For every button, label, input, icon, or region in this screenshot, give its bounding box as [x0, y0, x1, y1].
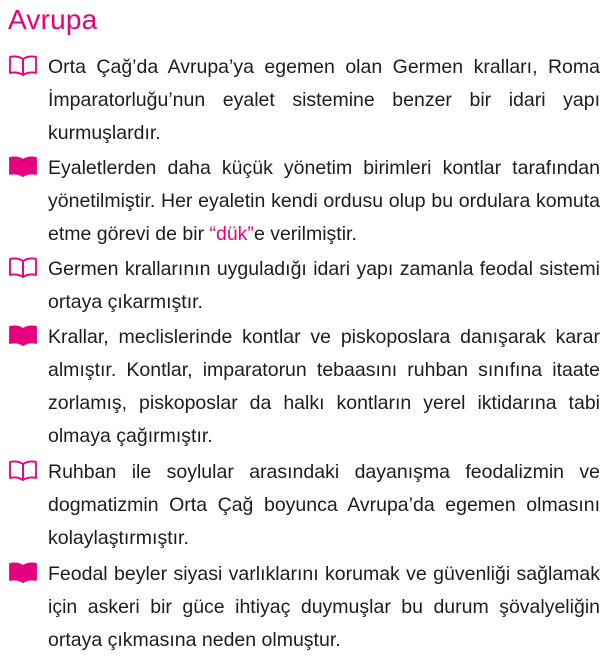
open-book-filled-icon — [8, 324, 38, 346]
list-item-text — [48, 456, 600, 555]
open-book-outline-icon — [8, 459, 38, 481]
open-book-outline-icon — [8, 54, 38, 76]
list-item-text — [48, 253, 600, 319]
text-run: Eyaletlerden daha küçük yönetim birimleri kontlar tarafından yönetilmiştir. Her eyaletin kendi ordusu olup bu ordulara komuta etme görevi de bir — [48, 157, 600, 245]
highlighted-term: “dük” — [209, 223, 254, 245]
text-run: e verilmiştir. — [253, 223, 357, 245]
text-run: Krallar, meclislerinde kontlar ve piskoposlara danışarak karar almıştır. Kontlar, imparatorun tebaasını ruhban sınıfına itaate zorlamış, piskoposlar da halkı kontların yerel iktidarına tabi olmaya çağırmıştır. — [48, 326, 600, 447]
open-book-outline-icon — [8, 256, 38, 278]
open-book-filled-icon — [8, 561, 38, 583]
text-run: Ruhban ile soylular arasındaki dayanışma feodalizmin ve dogmatizmin Orta Çağ boyunca Avrupa’da egemen olmasını kolaylaştırmıştır. — [48, 461, 600, 549]
list-item-text — [48, 152, 600, 251]
page-title: Avrupa — [8, 4, 98, 35]
list-item-text — [48, 558, 600, 657]
text-run: Orta Çağ’da Avrupa’ya egemen olan Germen kralları, Roma İmparatorluğu’nun eyalet sistemine benzer bir idari yapı kurmuşlardır. — [48, 56, 600, 144]
list-item-text — [48, 51, 600, 150]
text-run: Feodal beyler siyasi varlıklarını korumak ve güvenliği sağlamak için askeri bir güce ihtiyaç duymuşlar bu durum şövalyeliğin ortaya çıkmasına neden olmuştur. — [48, 563, 600, 651]
text-run: Germen krallarının uyguladığı idari yapı zamanla feodal sistemi ortaya çıkarmıştır. — [48, 258, 600, 313]
list-item-text — [48, 321, 600, 453]
open-book-filled-icon — [8, 155, 38, 177]
